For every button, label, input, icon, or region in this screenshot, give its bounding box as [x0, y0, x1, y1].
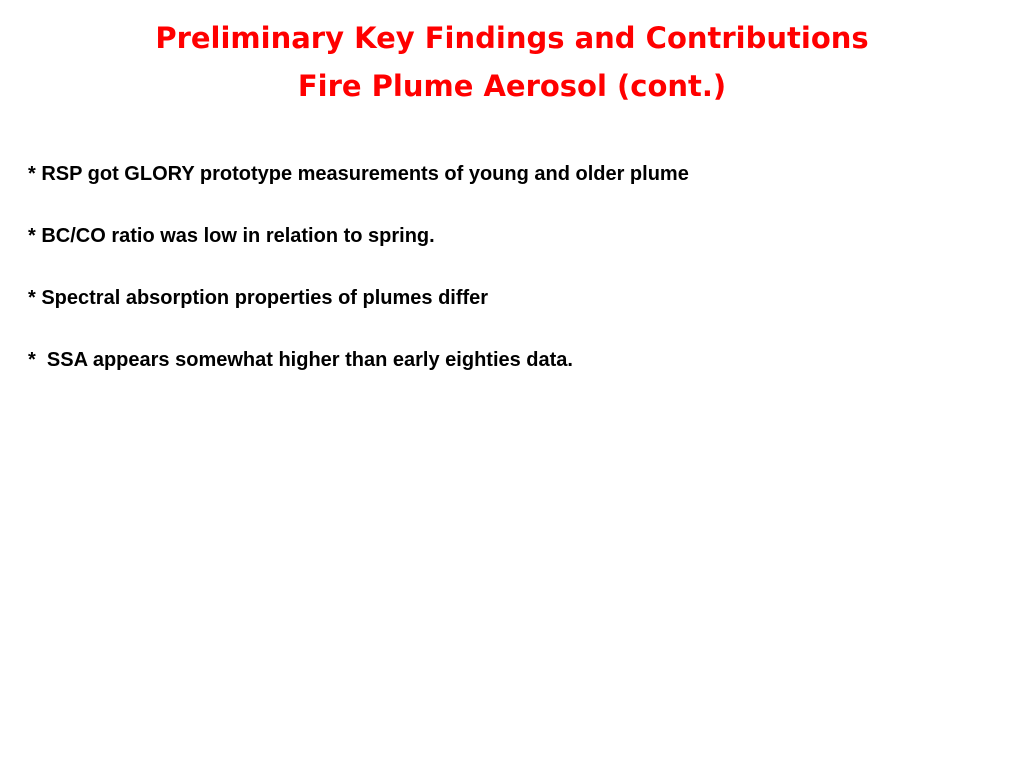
slide-title — [0, 14, 1024, 110]
bullet-item: * RSP got GLORY prototype measurements of young and older plume — [28, 163, 689, 185]
bullet-item: * SSA appears somewhat higher than early eighties data. — [28, 349, 573, 371]
bullet-list — [28, 159, 1008, 407]
bullet-item: * BC/CO ratio was low in relation to spring. — [28, 225, 435, 247]
title-line-2: Fire Plume Aerosol (cont.) — [297, 69, 727, 103]
title-line-1: Preliminary Key Findings and Contributions — [155, 21, 869, 55]
bullet-item: * Spectral absorption properties of plumes differ — [28, 287, 489, 309]
